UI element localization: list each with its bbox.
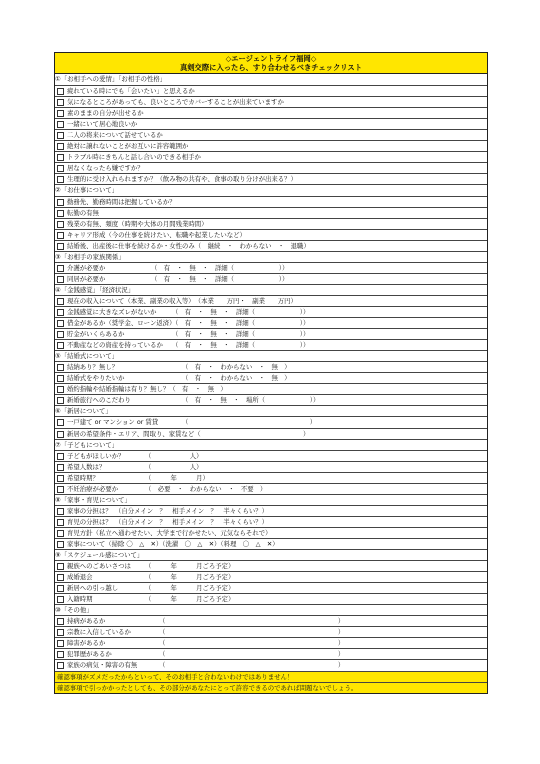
answer-field: （ 有 ・ わからない ・ 無 ） [182, 363, 291, 372]
checkbox[interactable] [57, 88, 64, 95]
checkbox[interactable] [57, 563, 64, 570]
item-label: 一緒にいて居心地良いか [67, 120, 138, 129]
item-label: 勤務先、勤務時間は把握しているか？ [67, 197, 176, 206]
checkbox[interactable] [57, 199, 64, 206]
checkbox[interactable] [57, 431, 64, 438]
answer-field: （ 人） [145, 451, 203, 460]
item-label: 希望人数は？ [67, 462, 106, 471]
item-label: 借金があるか（奨学金、ローン返済） [67, 319, 176, 328]
checklist-item [55, 615, 487, 626]
section-label: ②「お仕事について」 [55, 186, 119, 195]
checklist-item [55, 85, 487, 96]
checkbox[interactable] [57, 165, 64, 172]
checkbox[interactable] [57, 475, 64, 482]
item-label: 残業の有無、頻度（時期や大体の月間残業時間） [67, 219, 208, 228]
section-label: ⑥「新居について」 [55, 407, 112, 416]
note-row [55, 682, 487, 693]
section-label: ③「お相手の家族関係」 [55, 252, 125, 261]
checklist-item [55, 527, 487, 538]
checklist-item [55, 472, 487, 483]
item-label: 居なくなったら嫌ですか？ [67, 164, 144, 173]
checkbox[interactable] [57, 342, 64, 349]
checklist-item [55, 560, 487, 571]
header-title: ◇エージェントライフ福岡◇ [225, 54, 317, 63]
checklist-item [55, 361, 487, 372]
checklist-item [55, 648, 487, 659]
checkbox[interactable] [57, 397, 64, 404]
checklist-item [55, 207, 487, 218]
checkbox[interactable] [57, 132, 64, 139]
section-label: ⑦「子どもについて」 [55, 440, 119, 449]
checklist-item [55, 461, 487, 472]
item-label: 親族へのごあいさつは [67, 562, 131, 571]
note-text: 確認事項で引っかかったとしても、その部分があなたにとって許容できるのであれば問題ないでしょう。 [57, 683, 358, 692]
item-label: 入籍時期 [67, 595, 93, 604]
checklist-item [55, 240, 487, 251]
checklist-item [55, 173, 487, 184]
checklist-rows [55, 74, 487, 693]
checklist-item [55, 306, 487, 317]
checkbox[interactable] [57, 309, 64, 316]
checkbox[interactable] [57, 585, 64, 592]
answer-field: （ 年 月ごろ予定） [145, 595, 235, 604]
answer-field: （ ） [182, 418, 317, 427]
answer-field: （ 有 ・ 無 ・ 詳細（ ）） [172, 330, 310, 339]
checklist-sheet [54, 52, 488, 694]
item-label: 育児の分担は？ （自分メイン ？ 相手メイン ？ 半々くらい？） [67, 517, 269, 526]
answer-field: （ ） [159, 639, 345, 648]
checklist-item [55, 218, 487, 229]
item-label: 同居が必要か [67, 274, 106, 283]
checkbox[interactable] [57, 298, 64, 305]
item-label: 新居の希望条件・エリア、間取り、家賃など（ ） [67, 429, 310, 438]
checkbox[interactable] [57, 618, 64, 625]
checkbox[interactable] [57, 221, 64, 228]
section-header [55, 405, 487, 416]
checklist-item [55, 593, 487, 604]
checklist-item [55, 416, 487, 427]
checklist-item [55, 317, 487, 328]
checkbox[interactable] [57, 629, 64, 636]
item-label: 新居への引っ越し [67, 584, 119, 593]
checklist-item [55, 339, 487, 350]
section-label: ⑩「その他」 [55, 606, 93, 615]
checklist-item [55, 162, 487, 173]
note-text: 確認事項がズメだったからといって、そのお相手と合わないわけではありません！ [57, 672, 294, 681]
checkbox[interactable] [57, 541, 64, 548]
item-label: 貯金がいくらあるか [67, 330, 125, 339]
checklist-item [55, 505, 487, 516]
item-label: 介護が必要か [67, 263, 106, 272]
checkbox[interactable] [57, 530, 64, 537]
answer-field: （ 人） [145, 462, 203, 471]
checklist-item [55, 516, 487, 527]
item-label: 不妊治療が必要か [67, 484, 119, 493]
item-label: 持病があるか [67, 617, 106, 626]
checklist-item [55, 372, 487, 383]
answer-field: （ 有 ・ 無 ・ 詳細（ ）） [172, 319, 310, 328]
header-subtitle: 真剣交際に入ったら、すり合わせるべきチェックリスト [179, 63, 363, 72]
checkbox[interactable] [57, 276, 64, 283]
item-label: 二人の将来について話せているか [67, 131, 163, 140]
answer-field: （ 有 ・ 無 ・ 詳細（ ）） [172, 341, 310, 350]
checkbox[interactable] [57, 662, 64, 669]
section-label: ⑨「スケジュール感について」 [55, 551, 144, 560]
checklist-item [55, 151, 487, 162]
checkbox[interactable] [57, 386, 64, 393]
checkbox[interactable] [57, 519, 64, 526]
checkbox[interactable] [57, 320, 64, 327]
item-label: 新婚旅行へのこだわり [67, 396, 131, 405]
checklist-item [55, 273, 487, 284]
section-header [55, 74, 487, 85]
checklist-item [55, 450, 487, 461]
checklist-item [55, 229, 487, 240]
section-header [55, 549, 487, 560]
section-header [55, 350, 487, 361]
item-label: 結婚後、出産後に仕事を続けるか・女性のみ（ 継続 ・ わからない ・ 退職） [67, 241, 310, 250]
section-header [55, 604, 487, 615]
checklist-item [55, 637, 487, 648]
answer-field: （ 有 ・ 無 ・ 詳細（ ）） [172, 307, 310, 316]
sheet-header [55, 53, 487, 74]
section-label: ①「お相手への愛情」「お相手の性格」 [55, 75, 167, 83]
checkbox[interactable] [57, 176, 64, 183]
checkbox[interactable] [57, 574, 64, 581]
item-label: 成婚退会 [67, 573, 93, 582]
checkbox[interactable] [57, 110, 64, 117]
item-label: キャリア形成（今の仕事を続けたい、転職や起業したいなど） [67, 230, 246, 239]
answer-field: （ ） [159, 661, 345, 670]
section-header [55, 251, 487, 262]
checklist-item [55, 394, 487, 405]
checklist-item [55, 626, 487, 637]
checklist-item [55, 129, 487, 140]
answer-field: （ ） [159, 628, 345, 637]
section-header [55, 184, 487, 195]
checklist-item [55, 582, 487, 593]
item-label: 宗教に入信しているか [67, 628, 131, 637]
section-label: ⑤「結婚式について」 [55, 352, 119, 361]
section-label: ④「金銭感覚」「経済状況」 [55, 285, 135, 294]
item-label: 生理的に受け入れられますか？（飲み物の共有や、食事の取り分けが出来る？） [67, 175, 297, 184]
item-label: 結納あり？無し？ [67, 363, 119, 372]
item-label: 疲れている時にでも「会いたい」と思えるか [67, 87, 195, 96]
checklist-item [55, 571, 487, 582]
checkbox[interactable] [57, 375, 64, 382]
checkbox[interactable] [57, 508, 64, 515]
section-header [55, 284, 487, 295]
answer-field: （ 有 ・ わからない ・ 無 ） [182, 374, 291, 383]
section-header [55, 439, 487, 450]
item-label: 現在の収入について（本業、副業の収入等） （本業 万円・ 副業 万円） [67, 296, 297, 305]
checkbox[interactable] [57, 143, 64, 150]
item-label: 婚約指輪や結婚指輪は有り？無し？（ 有 ・ 無 ） [67, 385, 227, 394]
item-label: 気になるところがあっても、良いところでカバーすることが出来ていますか [67, 98, 284, 107]
checkbox[interactable] [57, 243, 64, 250]
checklist-item [55, 118, 487, 129]
checkbox[interactable] [57, 210, 64, 217]
checklist-item [55, 96, 487, 107]
checklist-item [55, 483, 487, 494]
answer-field: （ 年 月ごろ予定） [145, 562, 235, 571]
answer-field: （ 必要 ・ わからない ・ 不要 ） [145, 484, 267, 493]
checklist-item [55, 659, 487, 670]
item-label: 金銭感覚に大きなズレがないか [67, 307, 157, 316]
checklist-item [55, 196, 487, 207]
checklist-item [55, 538, 487, 549]
answer-field: （ 年 月ごろ予定） [145, 584, 235, 593]
answer-field: （ ） [159, 650, 345, 659]
checkbox[interactable] [57, 232, 64, 239]
checklist-item [55, 262, 487, 273]
item-label: 家事について（掃除 〇 △ ✕）（洗濯 〇 △ ✕）（料理 〇 △ ✕） [67, 539, 279, 548]
checkbox[interactable] [57, 596, 64, 603]
item-label: 希望時期？ [67, 473, 99, 482]
checklist-item [55, 383, 487, 394]
answer-field: （ 有 ・ 無 ・ 詳細（ ）） [151, 274, 289, 283]
item-label: 障害があるか [67, 639, 106, 648]
checklist-item [55, 107, 487, 118]
answer-field: （ ） [159, 617, 345, 626]
section-label: ⑧「家事・育児について」 [55, 495, 131, 504]
item-label: 育児方針（私立へ通わせたい、大学まで行かせたい、元気ならそれで） [67, 528, 272, 537]
item-label: トラブル時にきちんと話し合いのできる相手か [67, 153, 201, 162]
checkbox[interactable] [57, 453, 64, 460]
item-label: 結婚式をやりたいか [67, 374, 125, 383]
checkbox[interactable] [57, 419, 64, 426]
checklist-item [55, 428, 487, 439]
checkbox[interactable] [57, 121, 64, 128]
checkbox[interactable] [57, 651, 64, 658]
section-header [55, 494, 487, 505]
checkbox[interactable] [57, 464, 64, 471]
checkbox[interactable] [57, 364, 64, 371]
item-label: 素のままの自分が出せるか [67, 109, 144, 118]
checkbox[interactable] [57, 99, 64, 106]
item-label: 絶対に譲れないことがお互いに許容範囲か [67, 142, 189, 151]
answer-field: （ 年 月） [145, 473, 209, 482]
note-row [55, 671, 487, 682]
checkbox[interactable] [57, 640, 64, 647]
checklist-item [55, 295, 487, 306]
item-label: 犯罪歴があるか [67, 650, 112, 659]
item-label: 転勤の有無 [67, 208, 99, 217]
checkbox[interactable] [57, 331, 64, 338]
checklist-item [55, 140, 487, 151]
checkbox[interactable] [57, 486, 64, 493]
item-label: 家族の病気・障害の有無 [67, 661, 138, 670]
answer-field: （ 有 ・ 無 ・ 詳細（ ）） [151, 263, 289, 272]
item-label: 不動産などの資産を持っているか [67, 341, 163, 350]
answer-field: （ 有 ・ 無 ・ 場所（ ）） [182, 396, 320, 405]
checkbox[interactable] [57, 154, 64, 161]
item-label: 子どもがほしいか？ [67, 451, 125, 460]
checkbox[interactable] [57, 265, 64, 272]
checklist-item [55, 328, 487, 339]
item-label: 家事の分担は？ （自分メイン ？ 相手メイン ？ 半々くらい？） [67, 506, 269, 515]
answer-field: （ 年 月ごろ予定） [145, 573, 235, 582]
item-label: 一戸建て or マンション or 賃貸 [67, 418, 159, 427]
